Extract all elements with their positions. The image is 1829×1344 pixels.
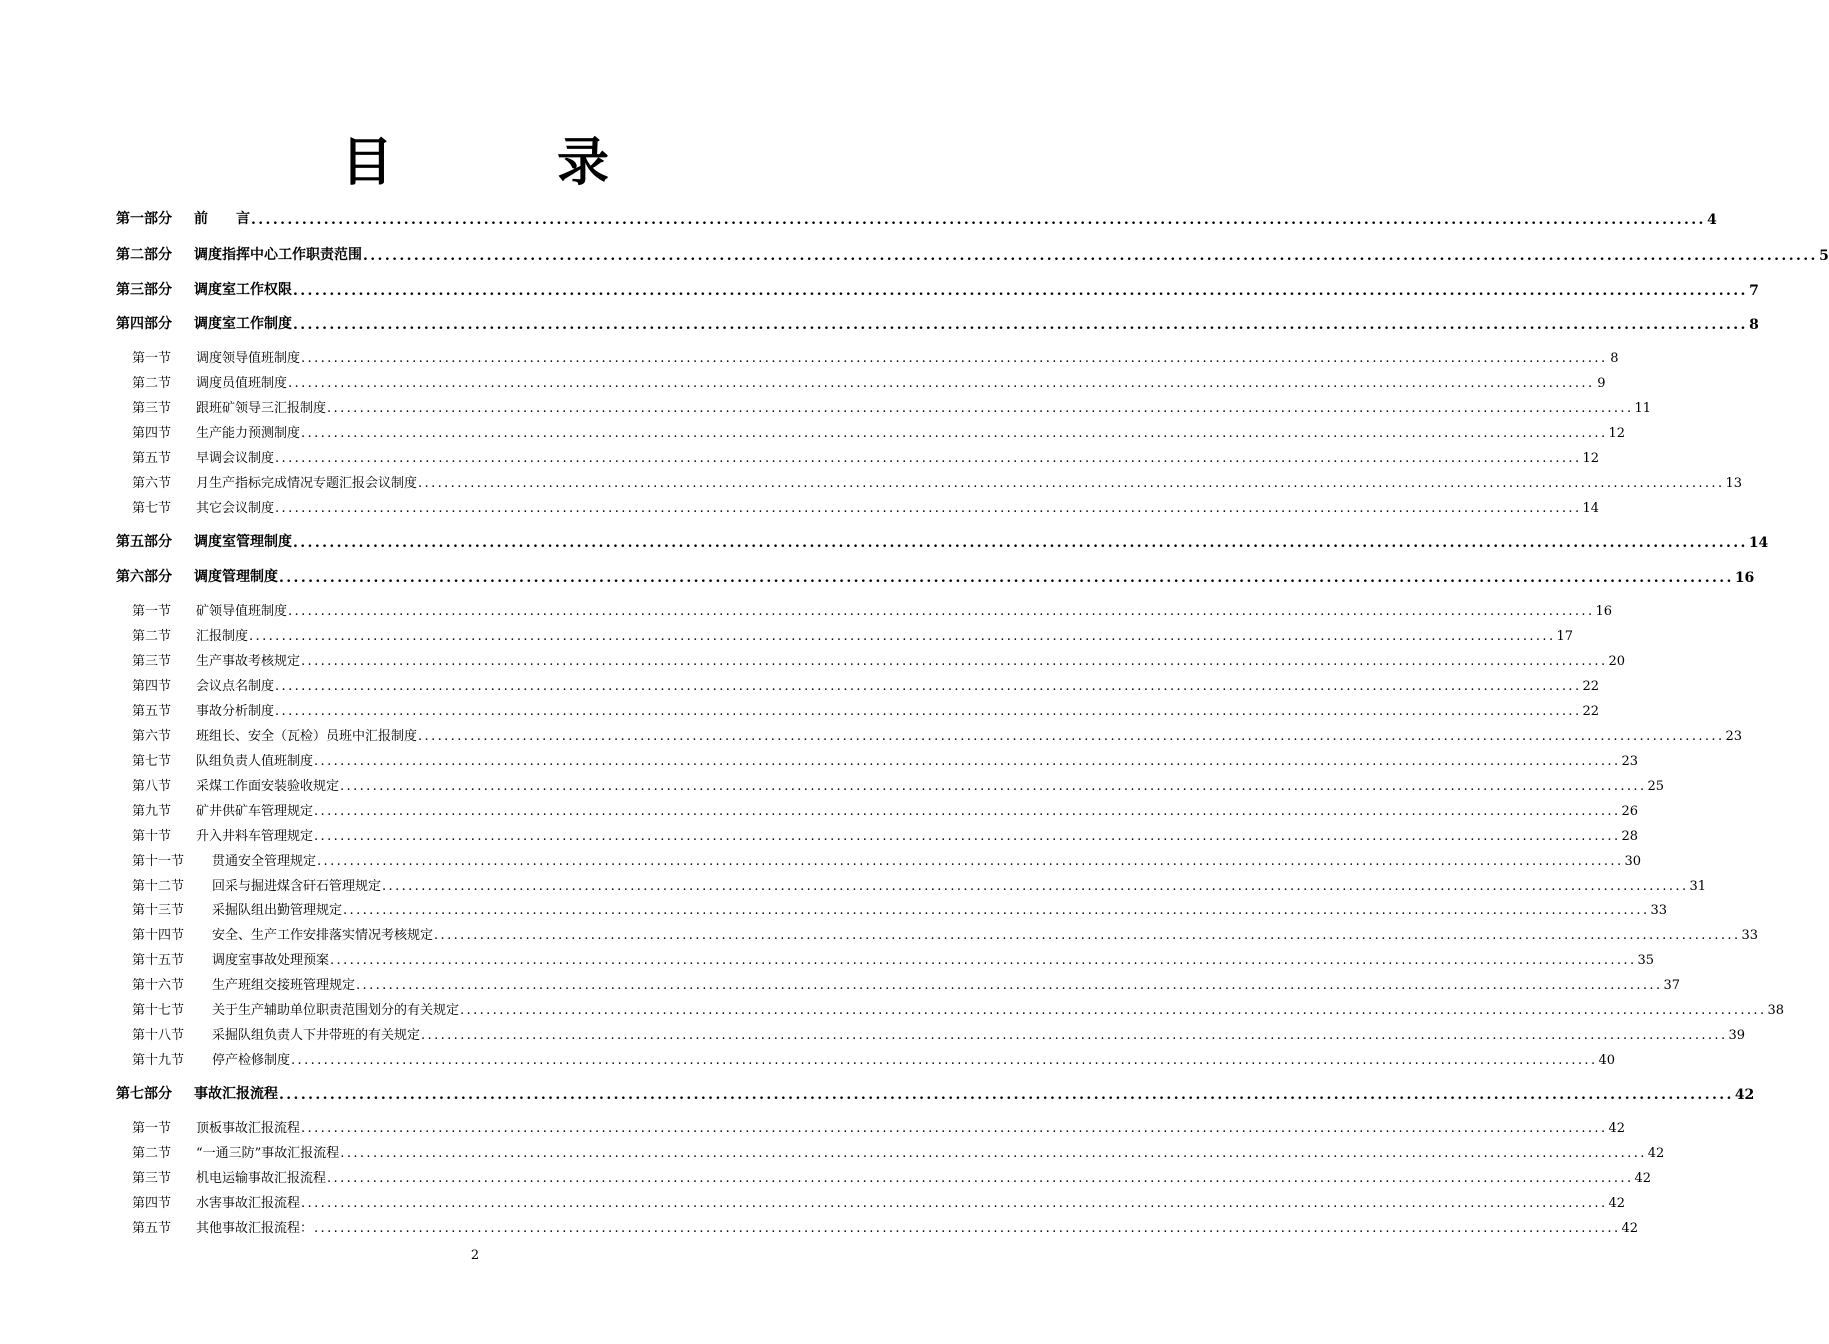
toc-dot-leader: ........................................................................................................................................................................................................ — [340, 779, 1647, 794]
toc-entry-title: 矿井供矿车管理规定 — [196, 804, 314, 819]
toc-dot-leader: ........................................................................................................................................................................................................ — [418, 476, 1725, 491]
toc-entry-page: 5 — [1819, 248, 1829, 264]
toc-entry-title: 升入井料车管理规定 — [196, 829, 314, 844]
toc-section-entry[interactable] — [132, 949, 1655, 968]
toc-entry-title: 事故汇报流程 — [194, 1086, 278, 1102]
toc-entry-page: 38 — [1767, 1003, 1785, 1018]
toc-entry-label: 第九节 — [132, 804, 172, 819]
toc-dot-leader: ........................................................................................................................................................................................................ — [275, 679, 1582, 694]
toc-section-entry[interactable] — [132, 1142, 1665, 1161]
toc-dot-leader: ........................................................................................................................................................................................................ — [340, 1146, 1647, 1161]
toc-section-entry[interactable] — [132, 1167, 1652, 1186]
toc-entry-title: 调度室事故处理预案 — [212, 953, 330, 968]
toc-entry-page: 42 — [1647, 1146, 1665, 1161]
toc-dot-leader: ........................................................................................................................................................................................................ — [314, 829, 1621, 844]
toc-section-entry[interactable] — [132, 625, 1574, 644]
toc-entry-page: 23 — [1725, 729, 1743, 744]
toc-entry-label: 第七节 — [132, 754, 172, 769]
toc-section-entry[interactable] — [132, 850, 1642, 869]
toc-entry-page: 33 — [1741, 928, 1759, 943]
toc-entry-title: 机电运输事故汇报流程 — [196, 1171, 327, 1186]
toc-entry-page: 14 — [1582, 501, 1600, 516]
toc-entry-page: 8 — [1749, 317, 1759, 333]
toc-dot-leader: ........................................................................................................................................................................................................ — [279, 570, 1734, 586]
toc-entry-title: “一通三防”事故汇报流程 — [196, 1146, 340, 1161]
toc-entry-page: 39 — [1728, 1028, 1746, 1043]
toc-entry-label: 第三节 — [132, 654, 172, 669]
toc-entry-title: 事故分析制度 — [196, 704, 275, 719]
toc-entry-title: 采煤工作面安装验收规定 — [196, 779, 340, 794]
toc-dot-leader: ........................................................................................................................................................................................................ — [275, 451, 1582, 466]
toc-entry-title: 调度领导值班制度 — [196, 351, 301, 366]
toc-section-entry[interactable] — [132, 422, 1626, 441]
toc-entry-title: 调度室管理制度 — [194, 534, 292, 550]
toc-entry-page: 42 — [1734, 1087, 1755, 1103]
toc-entry-title: 调度管理制度 — [194, 569, 278, 585]
toc-section-entry[interactable] — [132, 1024, 1746, 1043]
toc-entry-page: 14 — [1748, 535, 1769, 551]
toc-entry-label: 第五节 — [132, 704, 172, 719]
toc-entry-label: 第二节 — [132, 376, 172, 391]
toc-section-entry[interactable] — [132, 725, 1743, 744]
toc-dot-leader: ........................................................................................................................................................................................................ — [249, 629, 1556, 644]
toc-dot-leader: ........................................................................................................................................................................................................ — [279, 1087, 1734, 1103]
toc-entry-label: 第一节 — [132, 1121, 172, 1136]
toc-section-entry[interactable] — [132, 600, 1613, 619]
toc-entry-label: 第五部分 — [116, 534, 172, 550]
toc-entry-page: 11 — [1634, 401, 1652, 416]
toc-entry-title: 调度室工作权限 — [194, 282, 292, 298]
toc-section-entry[interactable] — [132, 472, 1743, 491]
toc-entry-page: 26 — [1621, 804, 1639, 819]
toc-entry-page: 42 — [1621, 1221, 1639, 1236]
toc-entry-label: 第十六节 — [132, 978, 185, 993]
toc-entry-title: 会议点名制度 — [196, 679, 275, 694]
toc-dot-leader: ........................................................................................................................................................................................................ — [434, 928, 1741, 943]
toc-entry-title: 调度室工作制度 — [194, 316, 292, 332]
toc-entry-page: 35 — [1637, 953, 1655, 968]
toc-entry-page: 42 — [1608, 1121, 1626, 1136]
toc-entry-page: 25 — [1647, 779, 1665, 794]
toc-entry-title: 班组长、安全（瓦检）员班中汇报制度 — [196, 729, 418, 744]
toc-entry-page: 23 — [1621, 754, 1639, 769]
toc-section-entry[interactable] — [132, 1192, 1626, 1211]
toc-section-entry[interactable] — [132, 825, 1639, 844]
toc-dot-leader: ........................................................................................................................................................................................................ — [330, 953, 1637, 968]
toc-entry-title: 停产检修制度 — [212, 1053, 291, 1068]
toc-entry-page: 22 — [1582, 704, 1600, 719]
toc-section-entry[interactable] — [132, 1117, 1626, 1136]
toc-entry-page: 37 — [1663, 978, 1681, 993]
toc-entry-page: 42 — [1634, 1171, 1652, 1186]
toc-section-entry[interactable] — [132, 924, 1759, 943]
toc-entry-label: 第十八节 — [132, 1028, 185, 1043]
toc-dot-leader: ........................................................................................................................................................................................................ — [275, 501, 1582, 516]
toc-entry-label: 第四节 — [132, 1196, 172, 1211]
toc-part-entry[interactable] — [116, 1083, 1755, 1103]
toc-entry-label: 第一节 — [132, 604, 172, 619]
toc-part-entry[interactable] — [116, 313, 1759, 333]
toc-section-entry[interactable] — [132, 372, 1606, 391]
toc-dot-leader: ........................................................................................................................................................................................................ — [314, 1221, 1621, 1236]
toc-dot-leader: ........................................................................................................................................................................................................ — [314, 804, 1621, 819]
toc-entry-title: 调度员值班制度 — [196, 376, 288, 391]
toc-entry-label: 第七部分 — [116, 1086, 172, 1102]
toc-entry-page: 22 — [1582, 679, 1600, 694]
toc-section-entry[interactable] — [132, 899, 1668, 918]
toc-entry-title: 采掘队组负责人下井带班的有关规定 — [212, 1028, 421, 1043]
toc-entry-label: 第六部分 — [116, 569, 172, 585]
toc-entry-title: 月生产指标完成情况专题汇报会议制度 — [196, 476, 418, 491]
toc-part-entry[interactable] — [116, 208, 1717, 228]
toc-entry-title: 队组负责人值班制度 — [196, 754, 314, 769]
toc-entry-label: 第一节 — [132, 351, 172, 366]
toc-dot-leader: ........................................................................................................................................................................................................ — [418, 729, 1725, 744]
toc-section-entry[interactable] — [132, 999, 1785, 1018]
toc-entry-title: 回采与掘进煤含矸石管理规定 — [212, 879, 382, 894]
toc-section-entry[interactable] — [132, 750, 1639, 769]
toc-entry-page: 33 — [1650, 903, 1668, 918]
toc-entry-title: 生产能力预测制度 — [196, 426, 301, 441]
toc-entry-page: 13 — [1725, 476, 1743, 491]
toc-dot-leader: ........................................................................................................................................................................................................ — [327, 401, 1634, 416]
toc-entry-label: 第五节 — [132, 1221, 172, 1236]
toc-entry-page: 12 — [1582, 451, 1600, 466]
toc-entry-title: 水害事故汇报流程 — [196, 1196, 301, 1211]
toc-section-entry[interactable] — [132, 700, 1600, 719]
toc-entry-page: 16 — [1595, 604, 1613, 619]
toc-entry-page: 4 — [1707, 212, 1717, 228]
toc-dot-leader: ........................................................................................................................................................................................................ — [301, 654, 1608, 669]
toc-dot-leader: ........................................................................................................................................................................................................ — [421, 1028, 1728, 1043]
toc-part-entry[interactable] — [116, 566, 1755, 586]
toc-entry-title: 贯通安全管理规定 — [212, 854, 317, 869]
toc-dot-leader: ........................................................................................................................................................................................................ — [251, 212, 1706, 228]
toc-entry-title: 跟班矿领导三汇报制度 — [196, 401, 327, 416]
toc-part-entry[interactable] — [116, 279, 1759, 299]
toc-entry-title: 其它会议制度 — [196, 501, 275, 516]
toc-entry-title: 关于生产辅助单位职责范围划分的有关规定 — [212, 1003, 460, 1018]
toc-dot-leader: ........................................................................................................................................................................................................ — [301, 426, 1608, 441]
toc-entry-label: 第十七节 — [132, 1003, 185, 1018]
toc-section-entry[interactable] — [132, 1217, 1639, 1236]
toc-entry-page: 17 — [1556, 629, 1574, 644]
toc-dot-leader: ........................................................................................................................................................................................................ — [301, 1196, 1608, 1211]
toc-entry-title: 调度指挥中心工作职责范围 — [194, 247, 362, 263]
toc-dot-leader: ........................................................................................................................................................................................................ — [460, 1003, 1767, 1018]
toc-section-entry[interactable] — [132, 974, 1681, 993]
toc-entry-label: 第十二节 — [132, 879, 185, 894]
toc-entry-label: 第二节 — [132, 1146, 172, 1161]
toc-entry-label: 第五节 — [132, 451, 172, 466]
toc-dot-leader: ........................................................................................................................................................................................................ — [314, 754, 1621, 769]
toc-section-entry[interactable] — [132, 650, 1626, 669]
toc-dot-leader: ........................................................................................................................................................................................................ — [382, 879, 1689, 894]
toc-dot-leader: ........................................................................................................................................................................................................ — [356, 978, 1663, 993]
toc-entry-label: 第四节 — [132, 426, 172, 441]
toc-entry-page: 12 — [1608, 426, 1626, 441]
toc-entry-label: 第八节 — [132, 779, 172, 794]
toc-entry-label: 第四节 — [132, 679, 172, 694]
toc-entry-title: 其他事故汇报流程： — [196, 1221, 314, 1236]
toc-dot-leader: ........................................................................................................................................................................................................ — [275, 704, 1582, 719]
toc-entry-label: 第一部分 — [116, 211, 172, 227]
toc-dot-leader: ........................................................................................................................................................................................................ — [288, 604, 1595, 619]
toc-section-entry[interactable] — [132, 875, 1707, 894]
toc-entry-label: 第十五节 — [132, 953, 185, 968]
toc-dot-leader: ........................................................................................................................................................................................................ — [293, 535, 1748, 551]
toc-entry-label: 第十一节 — [132, 854, 185, 869]
toc-dot-leader: ........................................................................................................................................................................................................ — [291, 1053, 1598, 1068]
toc-dot-leader: ........................................................................................................................................................................................................ — [293, 283, 1748, 299]
toc-entry-label: 第十节 — [132, 829, 172, 844]
toc-entry-label: 第六节 — [132, 476, 172, 491]
toc-dot-leader: ........................................................................................................................................................................................................ — [343, 903, 1650, 918]
toc-section-entry[interactable] — [132, 347, 1619, 366]
toc-entry-page: 28 — [1621, 829, 1639, 844]
toc-entry-page: 30 — [1624, 854, 1642, 869]
toc-entry-label: 第十九节 — [132, 1053, 185, 1068]
toc-entry-label: 第二部分 — [116, 247, 172, 263]
toc-section-entry[interactable] — [132, 1049, 1616, 1068]
toc-entry-page: 40 — [1598, 1053, 1616, 1068]
page-number: 2 — [470, 1248, 480, 1263]
toc-entry-label: 第十三节 — [132, 903, 185, 918]
toc-entry-page: 42 — [1608, 1196, 1626, 1211]
toc-part-entry[interactable] — [116, 531, 1769, 551]
toc-entry-label: 第二节 — [132, 629, 172, 644]
toc-entry-page: 16 — [1734, 570, 1755, 586]
toc-entry-title: 顶板事故汇报流程 — [196, 1121, 301, 1136]
page-title: 目 录 — [340, 132, 665, 193]
toc-dot-leader: ........................................................................................................................................................................................................ — [327, 1171, 1634, 1186]
toc-entry-title: 矿领导值班制度 — [196, 604, 288, 619]
toc-section-entry[interactable] — [132, 497, 1600, 516]
toc-dot-leader: ........................................................................................................................................................................................................ — [317, 854, 1624, 869]
toc-part-entry[interactable] — [116, 244, 1829, 264]
toc-dot-leader: ........................................................................................................................................................................................................ — [288, 376, 1595, 391]
toc-dot-leader: ........................................................................................................................................................................................................ — [301, 1121, 1608, 1136]
toc-dot-leader: ........................................................................................................................................................................................................ — [293, 317, 1748, 333]
toc-entry-title: 生产事故考核规定 — [196, 654, 301, 669]
toc-entry-title: 早调会议制度 — [196, 451, 275, 466]
toc-entry-title: 前 言 — [194, 211, 250, 227]
toc-entry-title: 汇报制度 — [196, 629, 249, 644]
toc-entry-title: 安全、生产工作安排落实情况考核规定 — [212, 928, 434, 943]
toc-entry-label: 第三部分 — [116, 282, 172, 298]
toc-section-entry[interactable] — [132, 447, 1600, 466]
toc-dot-leader: ........................................................................................................................................................................................................ — [363, 248, 1818, 264]
toc-entry-label: 第七节 — [132, 501, 172, 516]
toc-section-entry[interactable] — [132, 800, 1639, 819]
toc-entry-label: 第六节 — [132, 729, 172, 744]
toc-entry-title: 采掘队组出勤管理规定 — [212, 903, 343, 918]
toc-section-entry[interactable] — [132, 397, 1652, 416]
toc-entry-page: 31 — [1689, 879, 1707, 894]
toc-entry-page: 20 — [1608, 654, 1626, 669]
toc-entry-page: 9 — [1597, 376, 1606, 391]
toc-entry-label: 第三节 — [132, 1171, 172, 1186]
toc-entry-page: 7 — [1749, 283, 1759, 299]
toc-section-entry[interactable] — [132, 775, 1665, 794]
toc-entry-label: 第四部分 — [116, 316, 172, 332]
toc-entry-label: 第十四节 — [132, 928, 185, 943]
toc-entry-page: 8 — [1610, 351, 1619, 366]
toc-entry-title: 生产班组交接班管理规定 — [212, 978, 356, 993]
toc-dot-leader: ........................................................................................................................................................................................................ — [301, 351, 1608, 366]
toc-entry-label: 第三节 — [132, 401, 172, 416]
toc-section-entry[interactable] — [132, 675, 1600, 694]
